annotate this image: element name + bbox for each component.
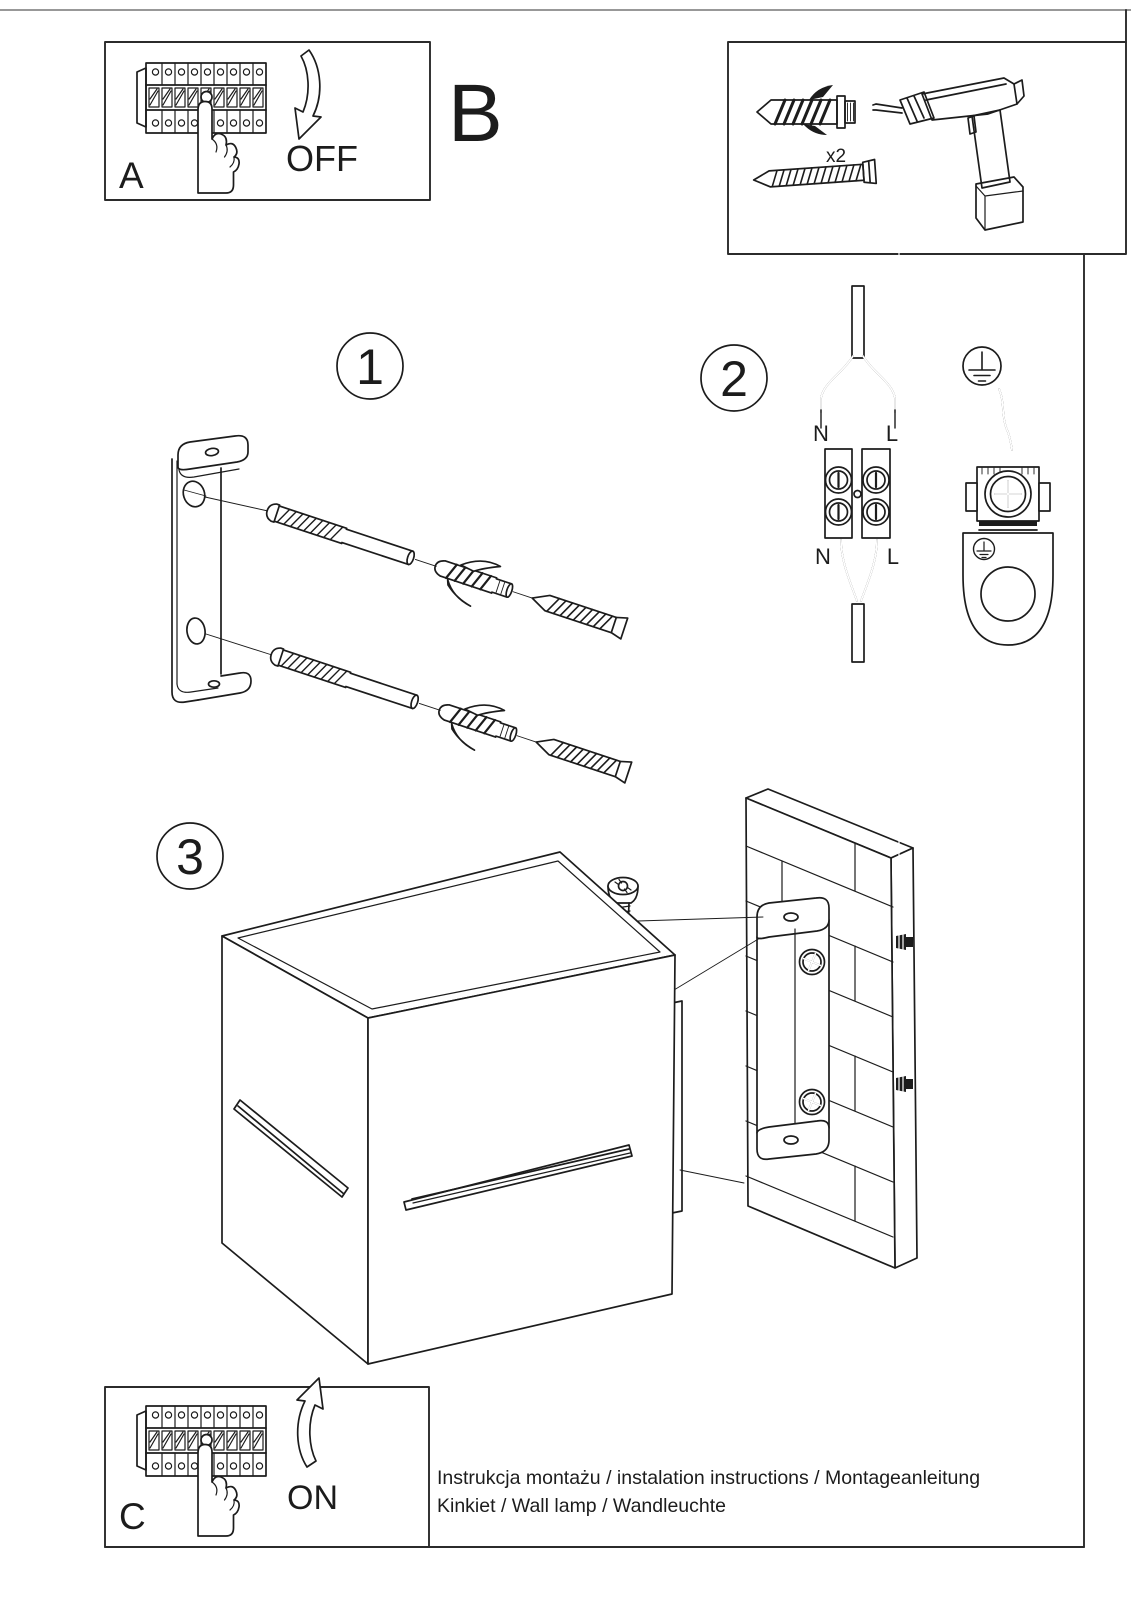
footer-line-2: Kinkiet / Wall lamp / Wandleuchte: [437, 1495, 727, 1517]
curved-arrow-up-icon: [297, 1378, 323, 1467]
quantity-label: x2: [826, 146, 847, 167]
circuit-breaker-hand-icon: [137, 63, 266, 193]
terminal-block-icon: [825, 449, 890, 538]
panel-c-action-label: ON: [287, 1479, 338, 1517]
cordless-drill-icon: [873, 78, 1024, 230]
panel-c-border: [105, 1387, 429, 1547]
footer-line-1: Instrukcja montażu / instalation instructions / Montageanleitung: [437, 1467, 981, 1489]
panel-a-letter: A: [119, 155, 144, 196]
footer: [437, 1467, 980, 1517]
wall-plug-anchor-icon: [757, 85, 855, 135]
line-label-top: L: [885, 421, 899, 446]
mounting-screw-icon: [753, 159, 876, 191]
phillips-screw-icon: [800, 1090, 825, 1115]
panel-a-power-off: [105, 42, 430, 200]
step-1-number: 1: [356, 339, 384, 395]
step-1: [172, 333, 635, 798]
wall-screw-icon: [896, 149, 913, 950]
ground-clamp-icon: [966, 467, 1050, 530]
parts-box-border: [728, 42, 1126, 254]
section-b-letter: B: [448, 68, 503, 159]
line-label-bottom: L: [886, 544, 900, 569]
panel-c-power-on: [105, 1378, 429, 1547]
phillips-screw-icon: [800, 950, 825, 975]
alignment-line: [638, 917, 763, 921]
wall-bracket-icon: [172, 436, 251, 703]
screw-anchor-row-upper: [259, 491, 631, 654]
step-3-number: 3: [176, 829, 204, 885]
neutral-label-bottom: N: [815, 544, 831, 569]
curved-arrow-down-icon: [295, 50, 321, 139]
screw-anchor-row-lower: [263, 635, 635, 798]
cube-lamp-icon: [222, 852, 675, 1364]
mount-plate-icon: [963, 533, 1053, 645]
circuit-breaker-hand-icon: [137, 1406, 266, 1536]
step-2-number: 2: [720, 351, 748, 407]
step-3: [157, 149, 917, 1364]
panel-a-action-label: OFF: [286, 138, 358, 179]
mounted-bracket-icon: [757, 898, 829, 1160]
alignment-lines: [205, 497, 272, 655]
lamp-cable-icon: [841, 540, 877, 662]
panel-c-letter: C: [119, 1496, 146, 1537]
step-2: [701, 286, 1053, 662]
parts-box: [728, 42, 1126, 254]
earth-connection: [963, 347, 1053, 645]
neutral-label-top: N: [813, 421, 829, 446]
supply-cable-icon: [821, 286, 895, 428]
